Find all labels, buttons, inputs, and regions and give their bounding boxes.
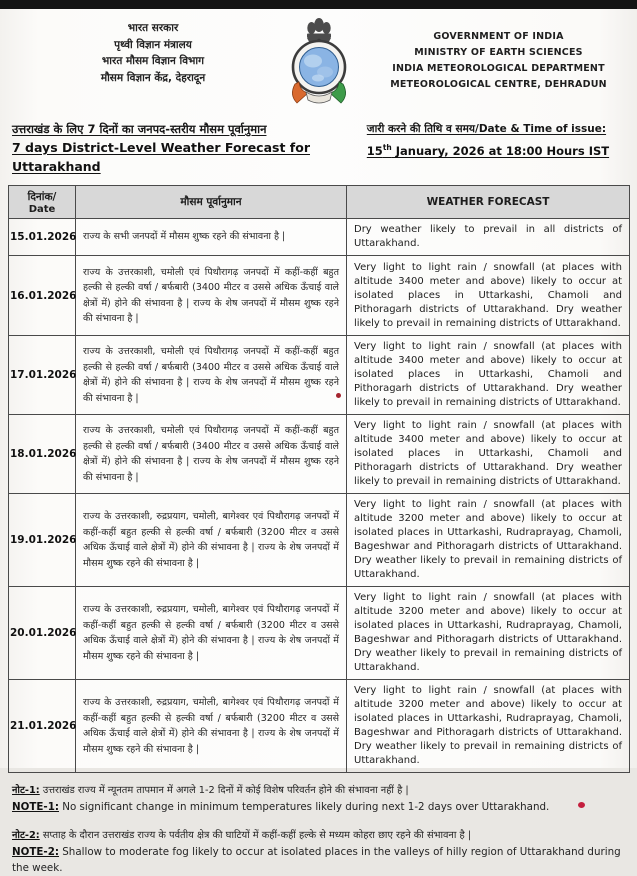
forecast-english-cell: Very light to light rain / snowfall (at places with altitude 3400 meter and above) likely to occur at isolated places in Uttarkashi, Chamoli and Pithoragarh districts of Uttarakhand. Dry weather likely to prevail in remaining districts of Uttarakhand.: [347, 336, 630, 415]
date-cell: 21.01.2026: [9, 680, 76, 773]
note-1-english-text: No significant change in minimum temperatures likely during next 1-2 days over Uttarakhand.: [59, 801, 550, 813]
letterhead-hindi-line: पृथ्वी विज्ञान मंत्रालय: [114, 38, 192, 51]
forecast-english-cell: Very light to light rain / snowfall (at places with altitude 3400 meter and above) likely to occur at isolated places in Uttarkashi, Chamoli and Pithoragarh districts of Uttarakhand. Dry weather likely to prevail in remaining districts of Uttarakhand.: [347, 256, 630, 336]
red-dot-mark: [578, 802, 585, 808]
column-header-date: [9, 186, 76, 219]
note-2-hindi-text: सप्ताह के दौरान उत्तराखंड राज्य के पर्वतीय क्षेत्र की घाटियों में कहीं-कहीं हल्के से मध्यम कोहरा छाए रहने की संभावना है |: [39, 830, 472, 841]
issue-rest: January, 2026 at 18:00 Hours IST: [391, 143, 610, 158]
date-cell: 19.01.2026: [9, 494, 76, 587]
forecast-hindi-cell: राज्य के उत्तरकाशी, रुद्रप्रयाग, चमोली, बागेश्वर एवं पिथौरागढ़ जनपदों में कहीं-कहीं बहुत हल्की से हल्की वर्षा / बर्फबारी (3200 मीटर व उससे अधिक ऊँचाई वाले क्षेत्रों में) होने की संभावना है | राज्य के शेष जनपदों में मौसम शुष्क रहने की संभावना है |: [76, 680, 347, 773]
note-2-english-text: Shallow to moderate fog likely to occur at isolated places in the valleys of hilly region of Uttarakhand during the week.: [12, 846, 621, 874]
note-1-english: [12, 799, 625, 815]
forecast-hindi-cell: राज्य के उत्तरकाशी, चमोली एवं पिथौरागढ़ जनपदों में कहीं-कहीं बहुत हल्की से हल्की वर्षा / बर्फबारी (3400 मीटर व उससे अधिक ऊँचाई वाले क्षेत्रों में) होने की संभावना है | राज्य के शेष जनपदों में मौसम शुष्क रहने की संभावना है |: [76, 415, 347, 494]
forecast-hindi-text: राज्य के उत्तरकाशी, चमोली एवं पिथौरागढ़ जनपदों में कहीं-कहीं बहुत हल्की से हल्की वर्षा / बर्फबारी (3400 मीटर व उससे अधिक ऊँचाई वाले क्षेत्रों में) होने की संभावना है | राज्य के शेष जनपदों में मौसम शुष्क रहने की संभावना है |: [83, 346, 339, 404]
notes-section: [12, 783, 625, 876]
issue-datetime: [367, 120, 625, 176]
letterhead: [0, 14, 637, 114]
forecast-hindi-cell: [76, 336, 347, 415]
forecast-english-cell: Very light to light rain / snowfall (at places with altitude 3200 meter and above) likely to occur at isolated places in Uttarkashi, Rudraprayag, Chamoli, Bageshwar and Pithoragarh districts of Uttarakhand. Dry weather likely to prevail in remaining districts of Uttarakhand.: [347, 494, 630, 587]
forecast-english-cell: Dry weather likely to prevail in all districts of Uttarakhand.: [347, 219, 630, 256]
table-row: [9, 680, 630, 773]
title-band: [12, 120, 625, 176]
letterhead-english: [360, 29, 637, 93]
document-title: [12, 120, 367, 176]
forecast-hindi-cell: राज्य के उत्तरकाशी, रुद्रप्रयाग, चमोली, बागेश्वर एवं पिथौरागढ़ जनपदों में कहीं-कहीं बहुत हल्की से हल्की वर्षा / बर्फबारी (3200 मीटर व उससे अधिक ऊँचाई वाले क्षेत्रों में) होने की संभावना है | राज्य के शेष जनपदों में मौसम शुष्क रहने की संभावना है |: [76, 587, 347, 680]
note-1-hindi-label: नोट-1:: [12, 785, 40, 796]
table-row: [9, 336, 630, 415]
table-row: [9, 256, 630, 336]
forecast-hindi-cell: राज्य के उत्तरकाशी, चमोली एवं पिथौरागढ़ जनपदों में कहीं-कहीं बहुत हल्की से हल्की वर्षा / बर्फबारी (3400 मीटर व उससे अधिक ऊँचाई वाले क्षेत्रों में) होने की संभावना है | राज्य के शेष जनपदों में मौसम शुष्क रहने की संभावना है |: [76, 256, 347, 336]
issue-datetime-value: [367, 138, 625, 161]
table-row: [9, 219, 630, 256]
scan-top-edge: [0, 0, 637, 9]
document-title-hindi: उत्तराखंड के लिए 7 दिनों का जनपद-स्तरीय मौसम पूर्वानुमान: [12, 122, 267, 136]
column-header-forecast-english: WEATHER FORECAST: [347, 186, 630, 219]
column-header-date-hindi: दिनांक/: [27, 190, 57, 203]
note-1-hindi-text: उत्तराखंड राज्य में न्यूनतम तापमान में अगले 1-2 दिनों में कोई विशेष परिवर्तन होने की संभावना नहीं है |: [39, 785, 409, 796]
forecast-english-cell: Very light to light rain / snowfall (at places with altitude 3200 meter and above) likely to occur at isolated places in Uttarkashi, Rudraprayag, Chamoli, Bageshwar and Pithoragarh districts of Uttarakhand. Dry weather likely to prevail in remaining districts of Uttarakhand.: [347, 680, 630, 773]
date-cell: 18.01.2026: [9, 415, 76, 494]
red-dot-mark: [336, 393, 341, 398]
forecast-table: [8, 185, 630, 773]
letterhead-hindi-line: मौसम विज्ञान केंद्र, देहरादून: [100, 71, 206, 84]
imd-emblem-icon: [278, 14, 360, 114]
issue-day: 15: [366, 143, 383, 158]
table-header-row: [9, 186, 630, 219]
note-1-hindi: [12, 783, 625, 799]
letterhead-hindi: [28, 20, 278, 86]
letterhead-english-line: METEOROLOGICAL CENTRE, DEHRADUN: [390, 79, 607, 90]
letterhead-english-line: INDIA METEOROLOGICAL DEPARTMENT: [392, 63, 605, 74]
forecast-english-cell: Very light to light rain / snowfall (at places with altitude 3200 meter and above) likely to occur at isolated places in Uttarkashi, Rudraprayag, Chamoli, Bageshwar and Pithoragarh districts of Uttarakhand. Dry weather likely to prevail in remaining districts of Uttarakhand.: [347, 587, 630, 680]
table-row: [9, 494, 630, 587]
letterhead-english-line: MINISTRY OF EARTH SCIENCES: [414, 47, 583, 58]
note-2-english-label: NOTE-2:: [12, 846, 59, 858]
letterhead-hindi-line: भारत मौसम विज्ञान विभाग: [101, 55, 205, 67]
issue-datetime-label: जारी करने की तिथि व समय/Date & Time of issue:: [366, 123, 607, 135]
document-title-english: 7 days District-Level Weather Forecast for Uttarakhand: [12, 140, 310, 174]
issue-ordinal: th: [382, 143, 392, 152]
table-row: [9, 415, 630, 494]
note-2-hindi: [12, 828, 625, 844]
date-cell: 20.01.2026: [9, 587, 76, 680]
column-header-forecast-hindi: मौसम पूर्वानुमान: [76, 186, 347, 219]
table-row: [9, 587, 630, 680]
date-cell: 16.01.2026: [9, 256, 76, 336]
note-1-english-label: NOTE-1:: [12, 801, 59, 813]
forecast-hindi-cell: राज्य के उत्तरकाशी, रुद्रप्रयाग, चमोली, बागेश्वर एवं पिथौरागढ़ जनपदों में कहीं-कहीं बहुत हल्की से हल्की वर्षा / बर्फबारी (3200 मीटर व उससे अधिक ऊँचाई वाले क्षेत्रों में) होने की संभावना है | राज्य के शेष जनपदों में मौसम शुष्क रहने की संभावना है |: [76, 494, 347, 587]
letterhead-english-line: GOVERNMENT OF INDIA: [433, 31, 564, 42]
forecast-hindi-cell: राज्य के सभी जनपदों में मौसम शुष्क रहने की संभावना है |: [76, 219, 347, 256]
date-cell: 17.01.2026: [9, 336, 76, 415]
forecast-english-cell: Very light to light rain / snowfall (at places with altitude 3400 meter and above) likely to occur at isolated places in Uttarkashi, Chamoli and Pithoragarh districts of Uttarakhand. Dry weather likely to prevail in remaining districts of Uttarakhand.: [347, 415, 630, 494]
letterhead-hindi-line: भारत सरकार: [127, 22, 179, 34]
column-header-date-english: Date: [28, 203, 56, 215]
note-2-hindi-label: नोट-2:: [12, 830, 40, 841]
date-cell: 15.01.2026: [9, 219, 76, 256]
note-2-english: [12, 844, 625, 876]
